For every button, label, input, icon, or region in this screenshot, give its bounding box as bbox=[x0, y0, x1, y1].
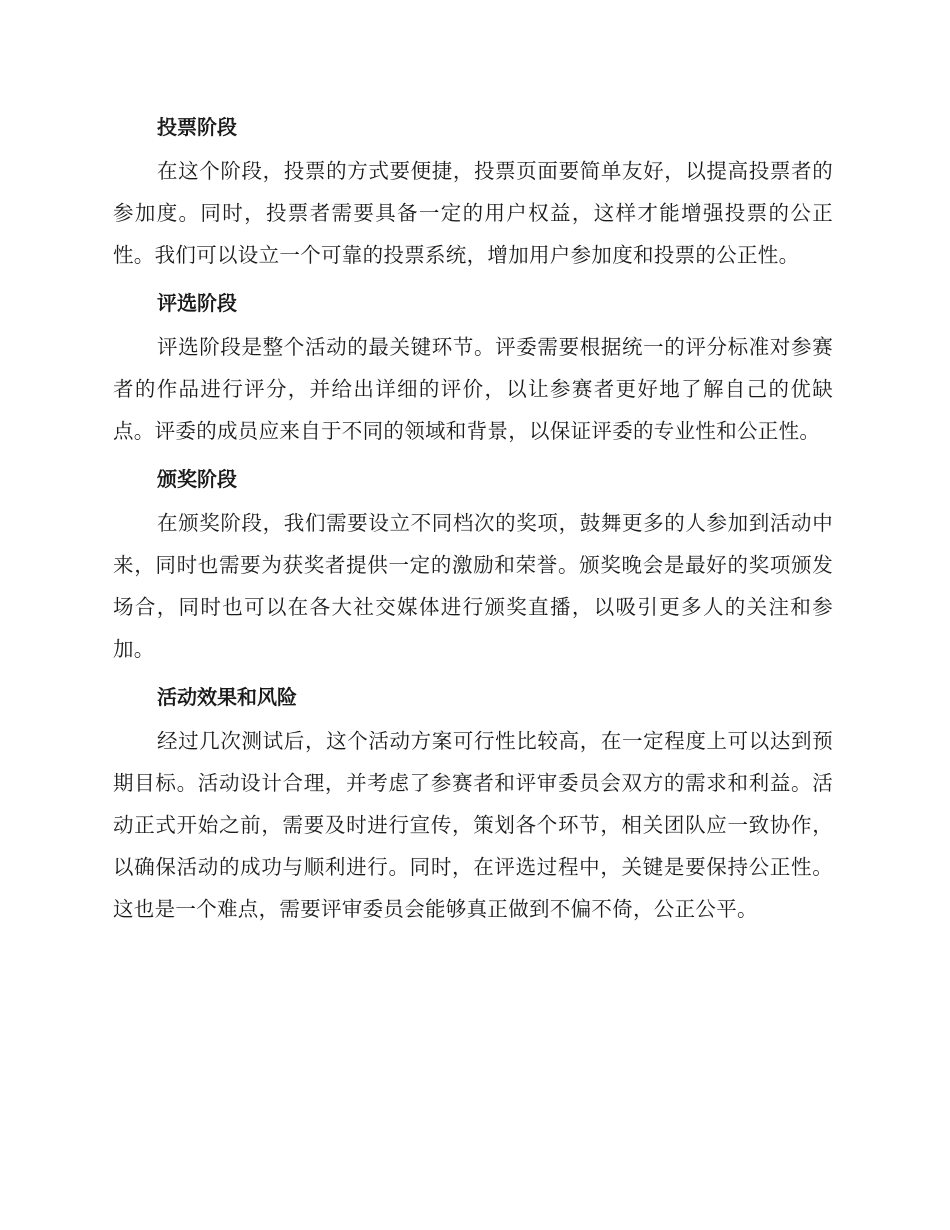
section-awards bbox=[113, 456, 833, 670]
section-paragraph: 经过几次测试后，这个活动方案可行性比较高，在一定程度上可以达到预期目标。活动设计合理，并考虑了参赛者和评审委员会双方的需求和利益。活动正式开始之前，需要及时进行宣传，策划各个环节，相关团队应一致协作，以确保活动的成功与顺利进行。同时，在评选过程中，关键是要保持公正性。这也是一个难点，需要评审委员会能够真正做到不偏不倚，公正公平。 bbox=[113, 729, 833, 921]
section-effects-risks bbox=[113, 674, 833, 930]
section-paragraph: 评选阶段是整个活动的最关键环节。评委需要根据统一的评分标准对参赛者的作品进行评分，并给出详细的评价，以让参赛者更好地了解自己的优缺点。评委的成员应来自于不同的领域和背景，以保证评委的专业性和公正性。 bbox=[113, 335, 833, 443]
section-heading: 评选阶段 bbox=[157, 291, 237, 315]
section-heading: 投票阶段 bbox=[157, 115, 237, 139]
section-judging bbox=[113, 280, 833, 452]
section-paragraph: 在颁奖阶段，我们需要设立不同档次的奖项，鼓舞更多的人参加到活动中来，同时也需要为获奖者提供一定的激励和荣誉。颁奖晚会是最好的奖项颁发场合，同时也可以在各大社交媒体进行颁奖直播，以吸引更多人的关注和参加。 bbox=[113, 511, 833, 661]
section-heading: 颁奖阶段 bbox=[157, 467, 237, 491]
section-voting bbox=[113, 104, 833, 276]
document-page bbox=[113, 104, 833, 934]
section-heading: 活动效果和风险 bbox=[157, 685, 297, 709]
section-paragraph: 在这个阶段，投票的方式要便捷，投票页面要简单友好，以提高投票者的参加度。同时，投票者需要具备一定的用户权益，这样才能增强投票的公正性。我们可以设立一个可靠的投票系统，增加用户参加度和投票的公正性。 bbox=[113, 159, 833, 267]
